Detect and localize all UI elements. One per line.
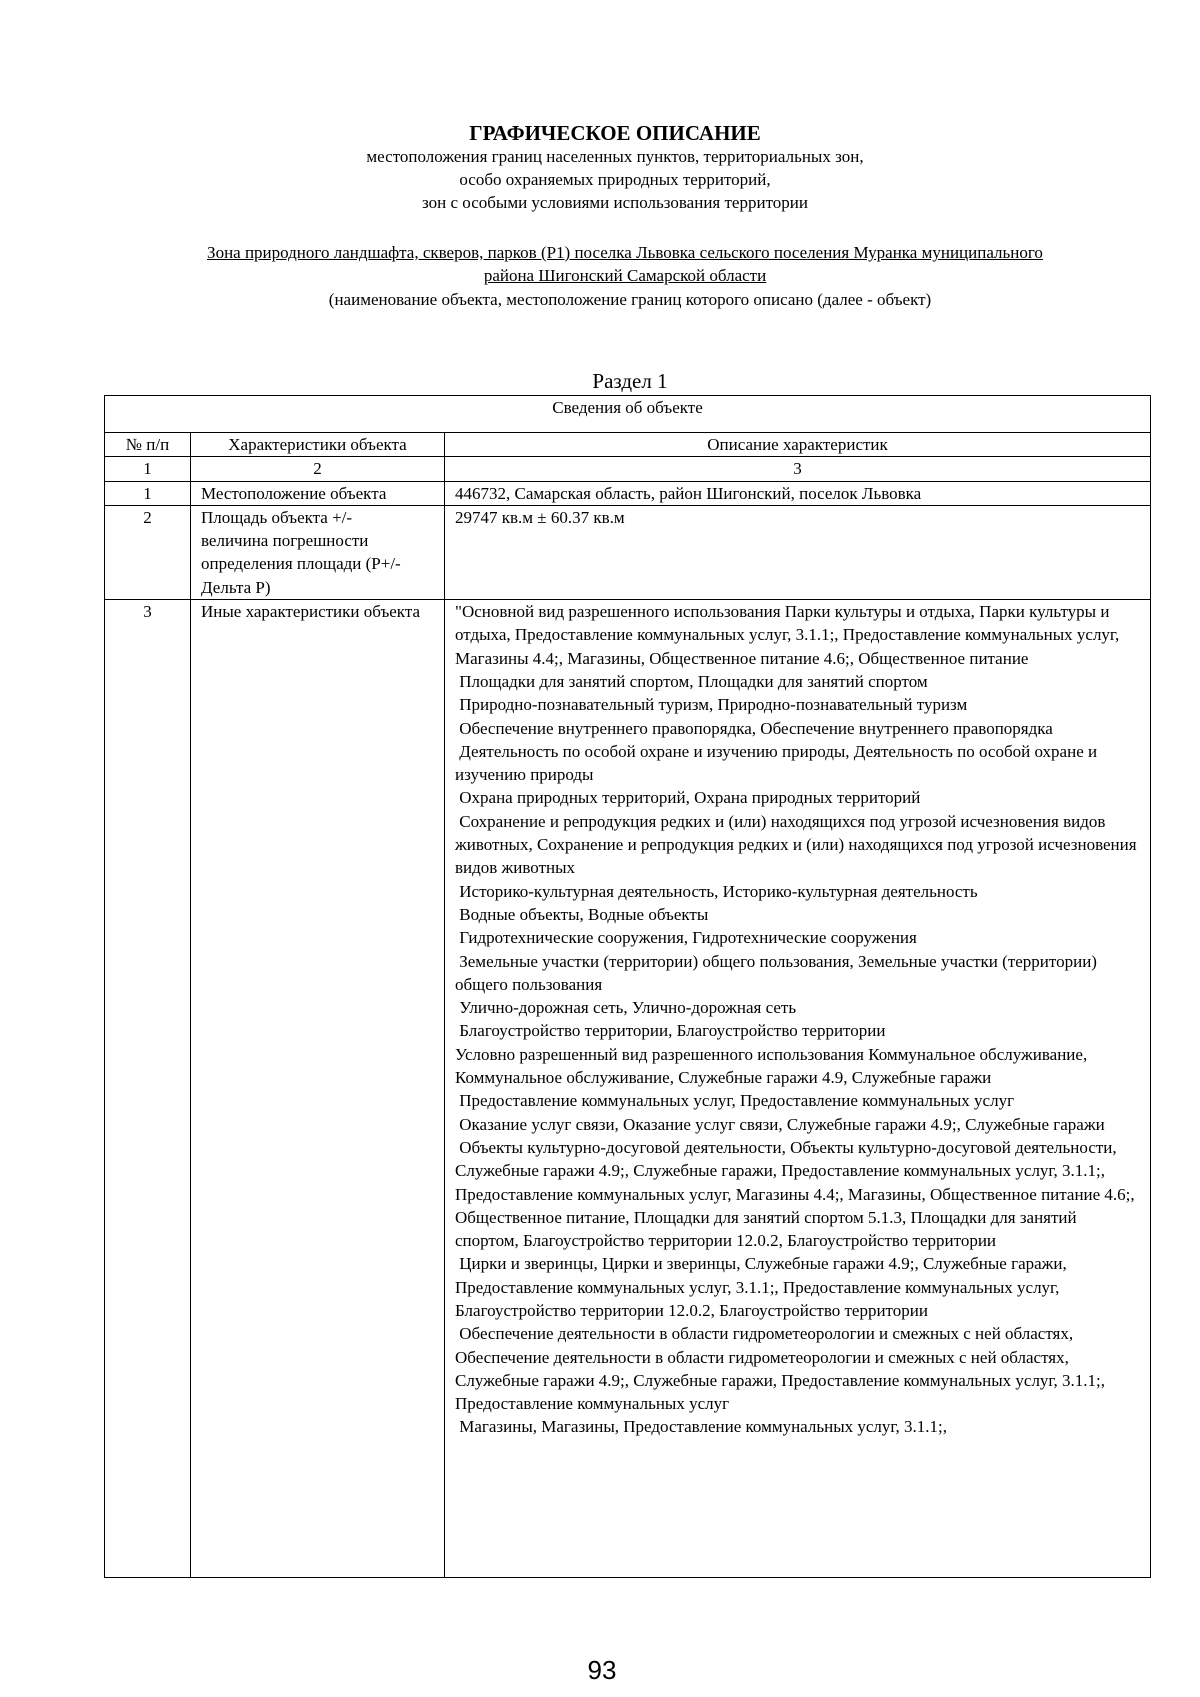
subtitle-line: зон с особыми условиями использования территории [422,193,808,212]
column-number: 2 [191,457,445,481]
row-description: 446732, Самарская область, район Шигонский, поселок Львовка [445,481,1151,505]
object-name-line: района Шигонский Самарской области [483,266,767,285]
column-number-row [105,457,1151,481]
row-characteristic: Иные характеристики объекта [191,600,445,1578]
row-description: 29747 кв.м ± 60.37 кв.м [445,505,1151,599]
row-number: 2 [105,505,191,599]
column-header: № п/п [105,433,191,457]
object-info-table [104,395,1151,1578]
column-header: Описание характеристик [445,433,1151,457]
page-number: 93 [587,1655,617,1685]
table-row [105,481,1151,505]
object-name [120,241,1130,287]
object-name-line: Зона природного ландшафта, скверов, парков (Р1) поселка Львовка сельского поселения Муранка муниципального [207,243,1043,262]
row-description: "Основной вид разрешенного использования Парки культуры и отдыха, Парки культуры и отдыха, Предоставление коммунальных услуг, 3.1.1;, Предоставление коммунальных услуг, Магазины 4.4;, Магазины, Общественное питание 4.6;, Общественное питание Площадки для занятий спортом, Площадки для занятий спортом Природно-познавательный туризм, Природно-познавательный туризм Обеспечение внутреннего правопорядка, Обеспечение внутреннего правопорядка Деятельность по особой охране и изучению природы, Деятельность по особой охране и изучению природы Охрана природных территорий, Охрана природных территорий Сохранение и репродукция редких и (или) находящихся под угрозой исчезновения видов животных, Сохранение и репродукция редких и (или) находящихся под угрозой исчезновения видов животных Историко-культурная деятельность, Историко-культурная деятельность Водные объекты, Водные объекты Гидротехнические сооружения, Гидротехнические сооружения Земельные участки (территории) общего пользования, Земельные участки (территории) общего пользования Улично-дорожная сеть, Улично-дорожная сеть Благоустройство территории, Благоустройство территории Условно разрешенный вид разрешенного использования Коммунальное обслуживание, Коммунальное обслуживание, Служебные гаражи 4.9, Служебные гаражи Предоставление коммунальных услуг, Предоставление коммунальных услуг Оказание услуг связи, Оказание услуг связи, Служебные гаражи 4.9;, Служебные гаражи Объекты культурно-досуговой деятельности, Объекты культурно-досуговой деятельности, Служебные гаражи 4.9;, Служебные гаражи, Предоставление коммунальных услуг, 3.1.1;, Предоставление коммунальных услуг, Магазины 4.4;, Магазины, Общественное питание 4.6;, Общественное питание, Площадки для занятий спортом 5.1.3, Площадки для занятий спортом, Благоустройство территории 12.0.2, Благоустройство территории Цирки и зверинцы, Цирки и зверинцы, Служебные гаражи 4.9;, Служебные гаражи, Предоставление коммунальных услуг, 3.1.1;, Предоставление коммунальных услуг, Благоустройство территории 12.0.2, Благоустройство территории Обеспечение деятельности в области гидрометеорологии и смежных с ней областях, Обеспечение деятельности в области гидрометеорологии и смежных с ней областях, Служебные гаражи 4.9;, Служебные гаражи, Предоставление коммунальных услуг, 3.1.1;, Предоставление коммунальных услуг Магазины, Магазины, Предоставление коммунальных услуг, 3.1.1;, [445,600,1151,1578]
column-number: 3 [445,457,1151,481]
row-characteristic: Местоположение объекта [191,481,445,505]
table-title: Сведения об объекте [105,396,1151,433]
subtitle-line: особо охраняемых природных территорий, [459,170,771,189]
table-title-row [105,396,1151,433]
table-row [105,505,1151,599]
section-title: Раздел 1 [592,369,668,393]
table-header-row [105,433,1151,457]
object-caption: (наименование объекта, местоположение границ которого описано (далее - объект) [328,290,932,309]
row-number: 3 [105,600,191,1578]
document-title: ГРАФИЧЕСКОЕ ОПИСАНИЕ [469,121,761,145]
table-row [105,600,1151,1578]
document-header [0,121,1200,214]
subtitle-line: местоположения границ населенных пунктов, территориальных зон, [366,147,864,166]
column-header: Характеристики объекта [191,433,445,457]
row-characteristic: Площадь объекта +/- величина погрешности определения площади (P+/- Дельта P) [191,505,445,599]
row-number: 1 [105,481,191,505]
column-number: 1 [105,457,191,481]
